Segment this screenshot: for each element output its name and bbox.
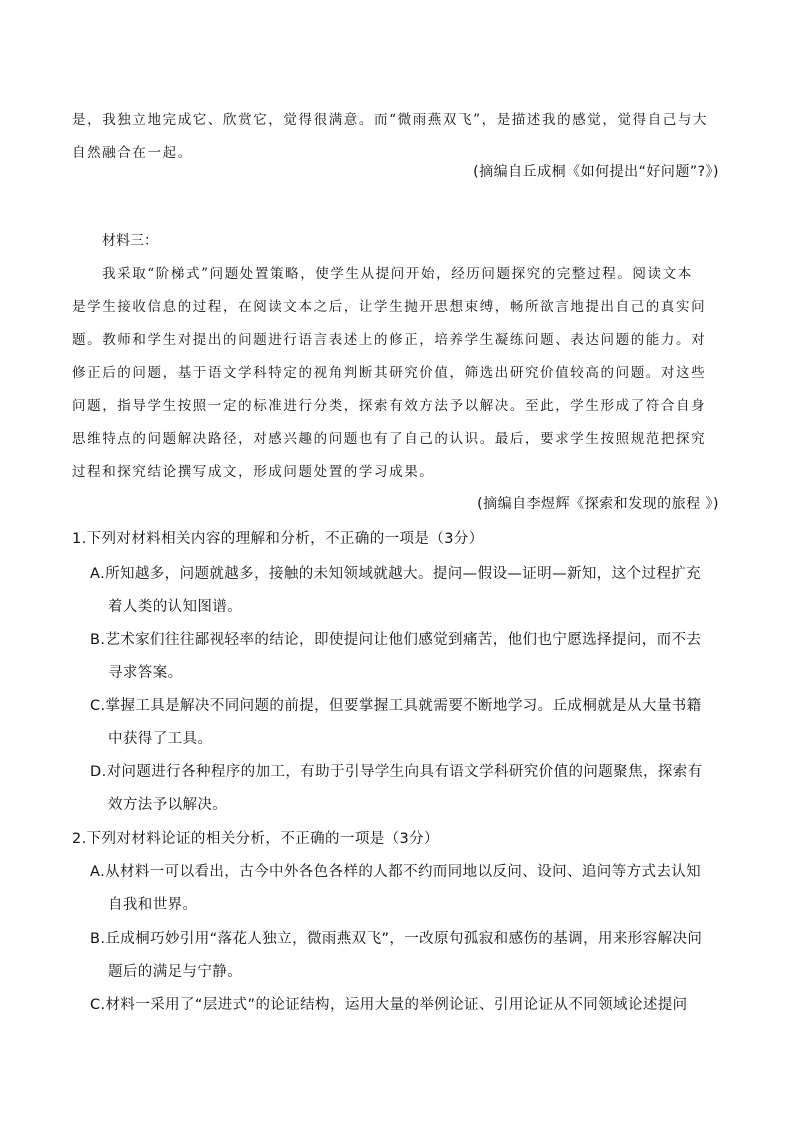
- option-a: A.从材料一可以看出，古今中外各色各样的人都不约而同地以反问、设问、追问等方式去认知: [90, 864, 702, 880]
- paragraph-line: 我采取“阶梯式”问题处置策略，使学生从提问开始，经历问题探究的完整过程。阅读文本: [102, 266, 693, 282]
- paragraph-line: 过程和探究结论撰写成文，形成问题处置的学习成果。: [72, 464, 435, 480]
- citation: (摘编自李煜辉《探索和发现的旅程 》): [477, 496, 719, 512]
- option-b-cont: 寻求答案。: [108, 665, 183, 681]
- option-a: A.所知越多，问题就越多，接触的未知领域就越大。提问—假设—证明—新知，这个过程扩充: [90, 566, 702, 582]
- option-b: B.艺术家们往往鄙视轻率的结论，即使提问让他们感觉到痛苦，他们也宁愿选择提问，而不去: [90, 632, 702, 648]
- option-c-cont: 中获得了工具。: [108, 731, 213, 747]
- citation: (摘编自丘成桐《如何提出“好问题”?》): [473, 164, 719, 180]
- paragraph-line: 思维特点的问题解决路径，对感兴趣的问题也有了自己的认识。最后，要求学生按照规范把探究: [72, 431, 707, 447]
- paragraph-line: 修正后的问题，基于语文学科特定的视角判断其研究价值，筛选出研究价值较高的问题。对这些: [72, 365, 707, 381]
- option-a-cont: 自我和世界。: [108, 897, 198, 913]
- paragraph-line: 是学生接收信息的过程，在阅读文本之后，让学生抛开思想束缚，畅所欲言地提出自己的真实问: [72, 299, 707, 315]
- option-c: C.掌握工具是解决不同问题的前提，但要掌握工具就需要不断地学习。丘成桐就是从大量书籍: [90, 698, 702, 714]
- paragraph-line: 问题，指导学生按照一定的标准进行分类，探索有效方法予以解决。至此，学生形成了符合自身: [72, 398, 707, 414]
- excerpt-line: 自然融合在一起。: [72, 145, 193, 161]
- section-heading: 材料三：: [102, 233, 158, 249]
- option-d-cont: 效方法予以解决。: [108, 797, 228, 813]
- question-stem: 1.下列对材料相关内容的理解和分析，不正确的一项是（3分）: [72, 531, 484, 547]
- option-b: B.丘成桐巧妙引用“落花人独立，微雨燕双飞”，一改原句孤寂和感伤的基调，用来形容解决问: [90, 931, 703, 947]
- option-b-cont: 题后的满足与宁静。: [108, 964, 243, 980]
- paragraph-line: 题。教师和学生对提出的问题进行语言表述上的修正，培养学生凝练问题、表达问题的能力。对: [72, 332, 707, 348]
- option-c: C.材料一采用了“层进式”的论证结构，运用大量的举例论证、引用论证从不同领域论述提问: [90, 997, 688, 1013]
- option-a-cont: 着人类的认知图谱。: [108, 599, 243, 615]
- excerpt-line: 是，我独立地完成它、欣赏它，觉得很满意。而“微雨燕双飞”，是描述我的感觉，觉得自己与大: [72, 112, 709, 128]
- option-d: D.对问题进行各种程序的加工，有助于引导学生向具有语文学科研究价值的问题聚焦，探索有: [90, 764, 703, 780]
- question-stem: 2.下列对材料论证的相关分析，不正确的一项是（3分）: [72, 831, 439, 847]
